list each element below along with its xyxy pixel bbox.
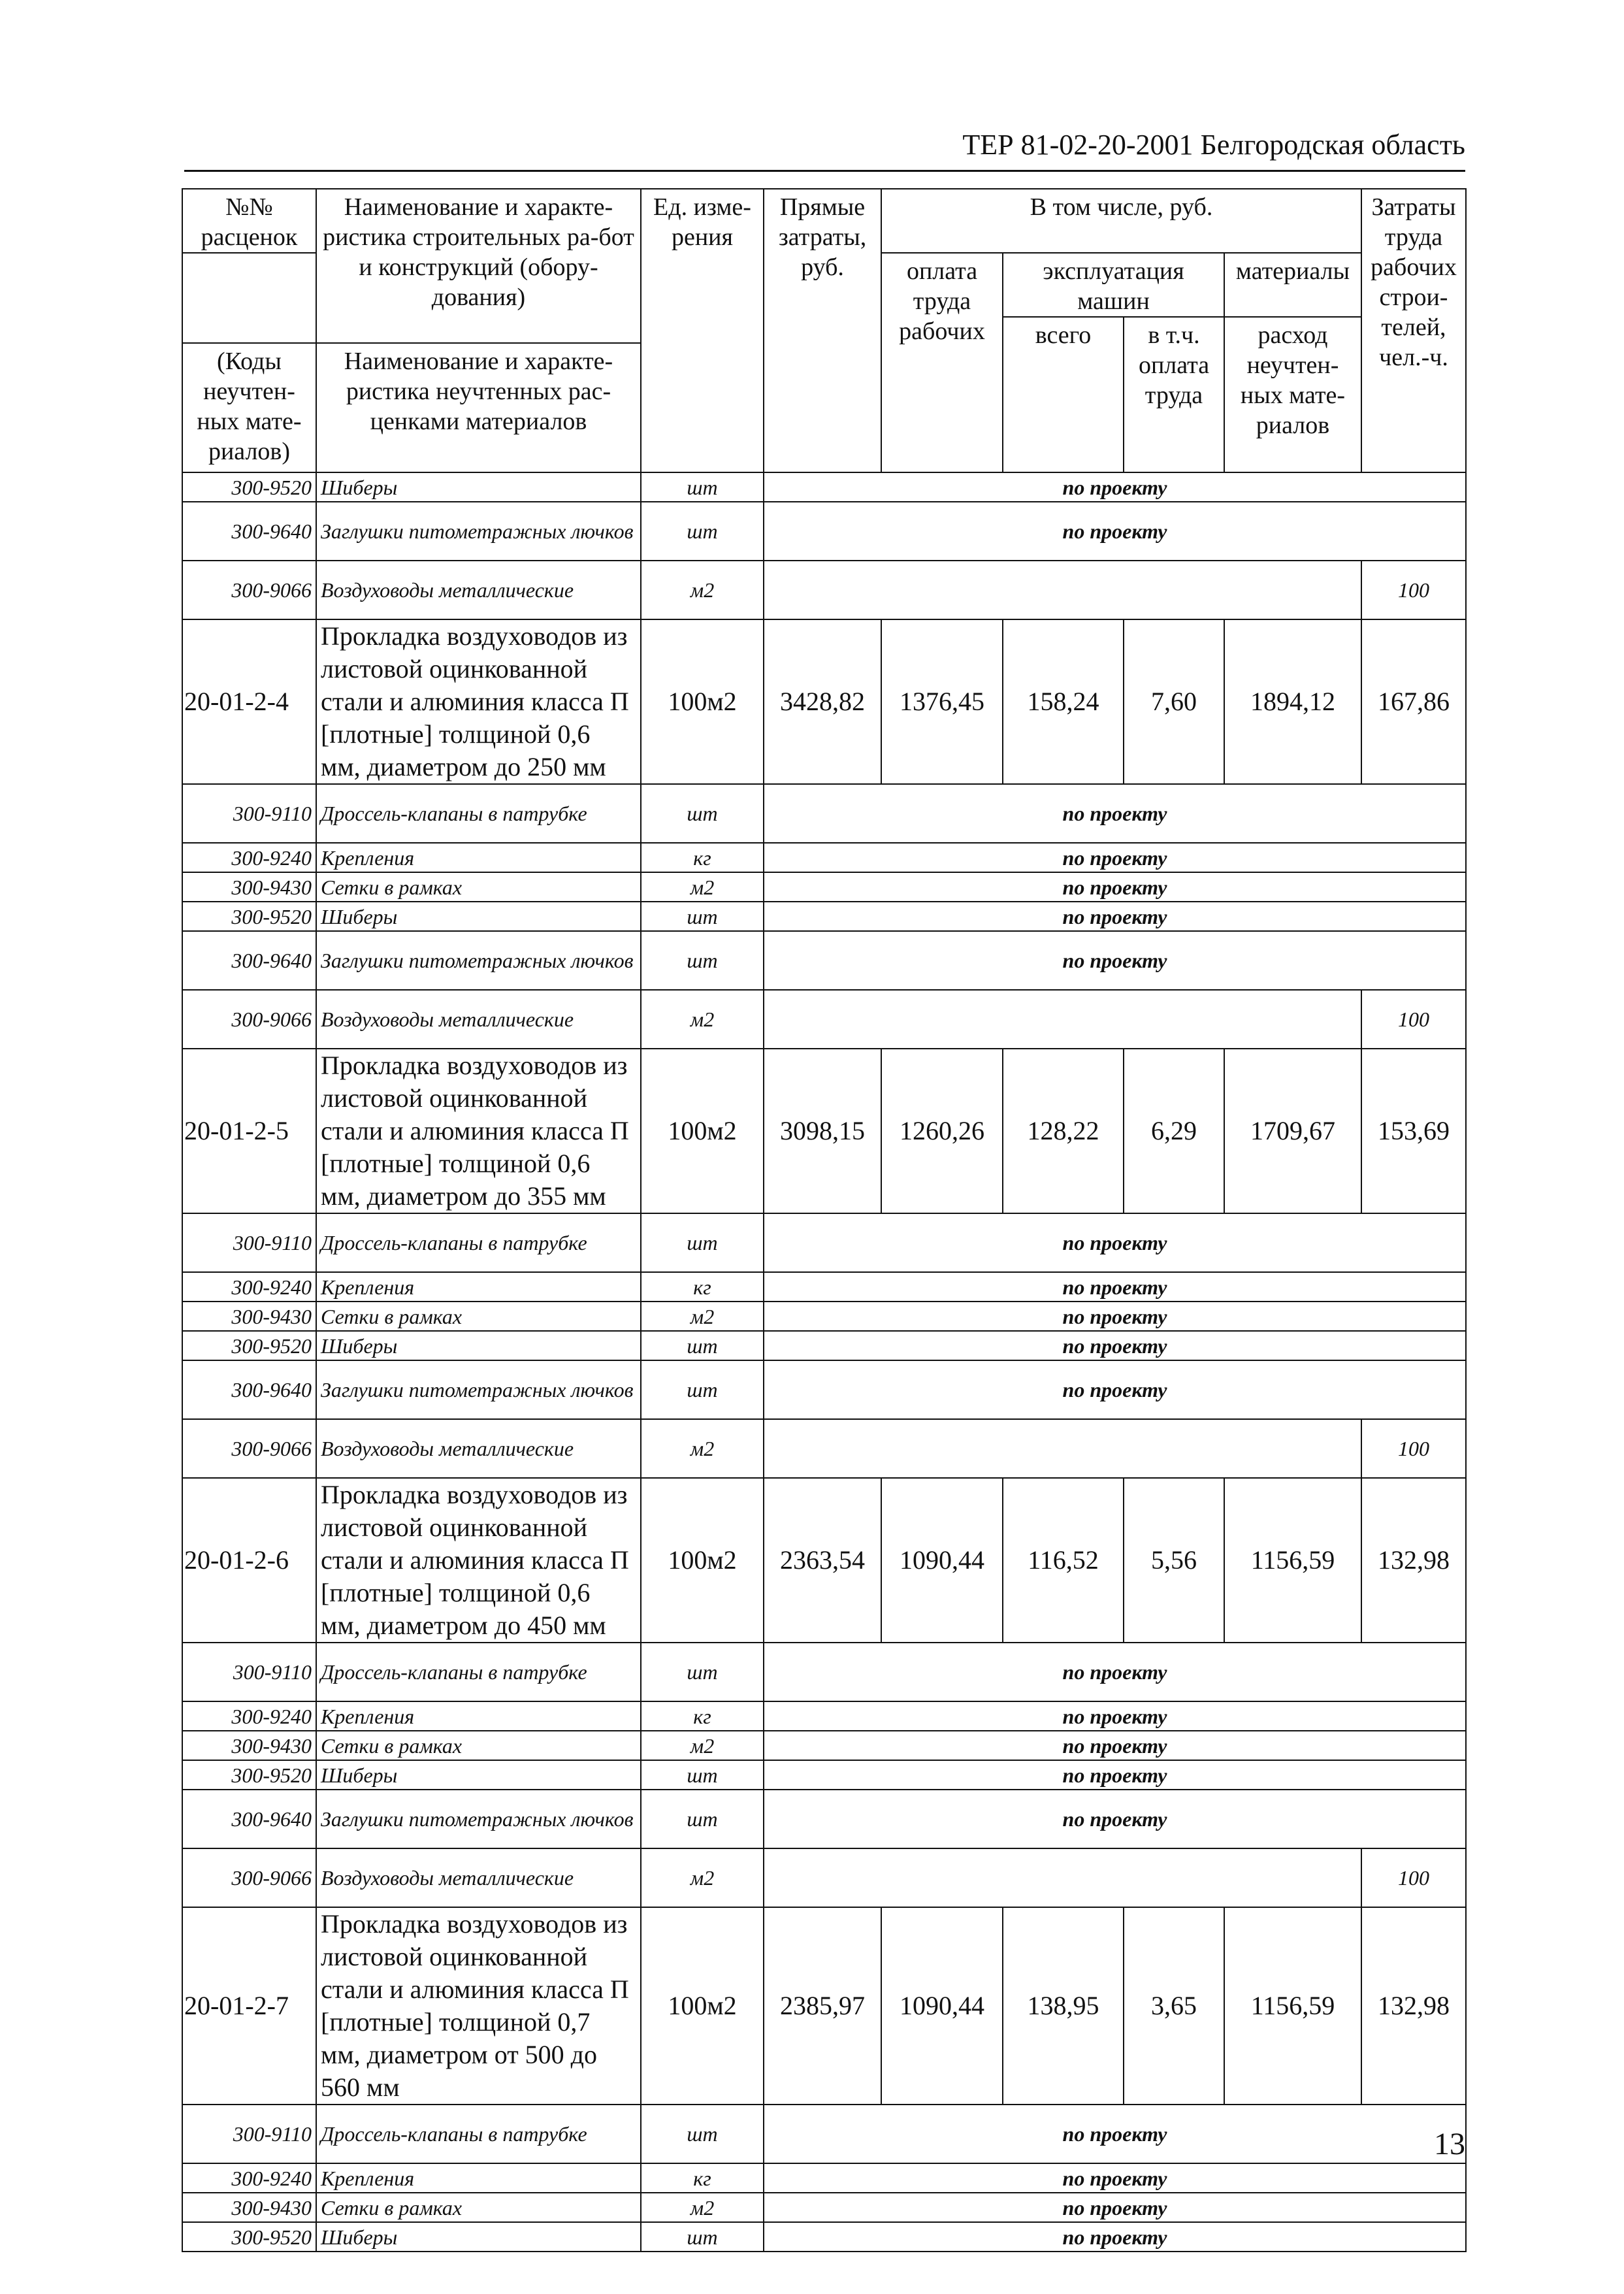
col-header-code: №№ расценок xyxy=(182,189,316,253)
material-name: Сетки в рамках xyxy=(316,2193,641,2222)
material-consumption-note: по проекту xyxy=(764,1331,1466,1360)
material-name: Воздуховоды металлические xyxy=(316,1419,641,1478)
material-row xyxy=(182,843,1466,872)
material-row xyxy=(182,1360,1466,1419)
material-unit: м2 xyxy=(641,1731,764,1760)
rate-wages: 1260,26 xyxy=(881,1049,1003,1213)
material-unit: шт xyxy=(641,2105,764,2163)
material-row xyxy=(182,931,1466,990)
col-header-machines-total: всего xyxy=(1003,317,1124,472)
rate-wages: 1376,45 xyxy=(881,619,1003,784)
rate-position-row xyxy=(182,1049,1466,1213)
material-row xyxy=(182,1213,1466,1272)
rate-unit: 100м2 xyxy=(641,619,764,784)
material-unit: м2 xyxy=(641,872,764,902)
material-row xyxy=(182,2193,1466,2222)
material-consumption-note: по проекту xyxy=(764,2163,1466,2193)
material-consumption-note: по проекту xyxy=(764,1302,1466,1331)
rate-unit: 100м2 xyxy=(641,1049,764,1213)
material-name: Крепления xyxy=(316,2163,641,2193)
rate-position-row xyxy=(182,1907,1466,2105)
rate-direct-cost: 3428,82 xyxy=(764,619,881,784)
material-consumption-note: по проекту xyxy=(764,472,1466,502)
material-consumption-note: по проекту xyxy=(764,502,1466,561)
material-name: Шиберы xyxy=(316,902,641,931)
material-unit: м2 xyxy=(641,990,764,1049)
material-unit: кг xyxy=(641,843,764,872)
material-name: Дроссель-клапаны в патрубке xyxy=(316,2105,641,2163)
material-consumption-note: по проекту xyxy=(764,843,1466,872)
material-code: 300-9640 xyxy=(182,1360,316,1419)
material-code: 300-9430 xyxy=(182,2193,316,2222)
material-consumption-note: по проекту xyxy=(764,2193,1466,2222)
material-code: 300-9520 xyxy=(182,472,316,502)
col-header-code-alt: (Коды неучтен-ных мате-риалов) xyxy=(182,343,316,472)
material-unit: шт xyxy=(641,1331,764,1360)
page-number: 13 xyxy=(1434,2127,1465,2161)
material-code: 300-9430 xyxy=(182,1302,316,1331)
material-consumption-note: по проекту xyxy=(764,1760,1466,1790)
rate-machines-wages: 6,29 xyxy=(1124,1049,1224,1213)
material-consumption-note: по проекту xyxy=(764,902,1466,931)
rate-unit: 100м2 xyxy=(641,1478,764,1643)
col-header-materials: материалы xyxy=(1224,253,1361,317)
rate-code: 20-01-2-7 xyxy=(182,1907,316,2105)
rate-labor: 167,86 xyxy=(1361,619,1466,784)
col-header-consumption: расход неучтен-ных мате-риалов xyxy=(1224,317,1361,472)
rate-code: 20-01-2-5 xyxy=(182,1049,316,1213)
material-consumption-note: по проекту xyxy=(764,2105,1466,2163)
material-code: 300-9240 xyxy=(182,1272,316,1302)
material-name: Крепления xyxy=(316,1272,641,1302)
material-consumption-note: по проекту xyxy=(764,1731,1466,1760)
material-code: 300-9430 xyxy=(182,1731,316,1760)
material-unit: м2 xyxy=(641,2193,764,2222)
material-code: 300-9066 xyxy=(182,1848,316,1907)
material-code: 300-9110 xyxy=(182,2105,316,2163)
col-header-unit: Ед. изме-рения xyxy=(641,189,764,472)
material-consumption-note: по проекту xyxy=(764,1272,1466,1302)
material-code: 300-9520 xyxy=(182,902,316,931)
col-header-code-spacer xyxy=(182,253,316,343)
material-name: Шиберы xyxy=(316,1331,641,1360)
material-code: 300-9240 xyxy=(182,2163,316,2193)
material-unit: м2 xyxy=(641,1302,764,1331)
col-header-labor: Затраты труда рабочих строи-телей, чел.-ч. xyxy=(1361,189,1466,472)
material-row xyxy=(182,2163,1466,2193)
material-row xyxy=(182,2105,1466,2163)
material-unit: шт xyxy=(641,1213,764,1272)
rate-machines: 158,24 xyxy=(1003,619,1124,784)
material-code: 300-9240 xyxy=(182,1701,316,1731)
rate-materials: 1709,67 xyxy=(1224,1049,1361,1213)
material-unit: м2 xyxy=(641,1419,764,1478)
material-row xyxy=(182,784,1466,843)
material-row xyxy=(182,502,1466,561)
material-row xyxy=(182,1760,1466,1790)
material-name: Заглушки питометражных лючков xyxy=(316,502,641,561)
material-row xyxy=(182,472,1466,502)
material-code: 300-9520 xyxy=(182,1331,316,1360)
rate-code: 20-01-2-4 xyxy=(182,619,316,784)
material-unit: шт xyxy=(641,1360,764,1419)
material-row xyxy=(182,1302,1466,1331)
material-consumption-note: по проекту xyxy=(764,1643,1466,1701)
rates-table-body xyxy=(182,189,1466,2252)
header-rule xyxy=(184,170,1465,172)
material-empty-cell xyxy=(764,561,1361,619)
material-consumption-note: по проекту xyxy=(764,1360,1466,1419)
document-header: ТЕР 81-02-20-2001 Белгородская область xyxy=(962,129,1465,161)
rate-labor: 132,98 xyxy=(1361,1907,1466,2105)
material-code: 300-9066 xyxy=(182,1419,316,1478)
material-name: Заглушки питометражных лючков xyxy=(316,1360,641,1419)
rate-name: Прокладка воздуховодов из листовой оцинкованной стали и алюминия класса П [плотные] толщиной 0,7 мм, диаметром от 500 до 560 мм xyxy=(316,1907,641,2105)
material-unit: шт xyxy=(641,784,764,843)
material-code: 300-9240 xyxy=(182,843,316,872)
material-code: 300-9640 xyxy=(182,931,316,990)
rate-unit: 100м2 xyxy=(641,1907,764,2105)
rate-labor: 132,98 xyxy=(1361,1478,1466,1643)
material-unit: шт xyxy=(641,1790,764,1848)
material-name: Сетки в рамках xyxy=(316,1731,641,1760)
material-consumption-note: по проекту xyxy=(764,784,1466,843)
material-consumption: 100 xyxy=(1361,990,1466,1049)
material-consumption-note: по проекту xyxy=(764,872,1466,902)
material-name: Дроссель-клапаны в патрубке xyxy=(316,784,641,843)
rate-wages: 1090,44 xyxy=(881,1907,1003,2105)
material-empty-cell xyxy=(764,1419,1361,1478)
col-header-name-alt: Наименование и характе-ристика неучтенных рас-ценками материалов xyxy=(316,343,641,472)
material-unit: м2 xyxy=(641,1848,764,1907)
material-name: Дроссель-клапаны в патрубке xyxy=(316,1213,641,1272)
material-unit: шт xyxy=(641,1643,764,1701)
material-unit: кг xyxy=(641,1272,764,1302)
material-row xyxy=(182,1701,1466,1731)
material-name: Шиберы xyxy=(316,472,641,502)
material-name: Воздуховоды металлические xyxy=(316,561,641,619)
material-row xyxy=(182,1419,1466,1478)
rate-materials: 1156,59 xyxy=(1224,1478,1361,1643)
material-name: Шиберы xyxy=(316,1760,641,1790)
material-consumption-note: по проекту xyxy=(764,931,1466,990)
rate-name: Прокладка воздуховодов из листовой оцинкованной стали и алюминия класса П [плотные] толщиной 0,6 мм, диаметром до 450 мм xyxy=(316,1478,641,1643)
rate-materials: 1156,59 xyxy=(1224,1907,1361,2105)
rate-code: 20-01-2-6 xyxy=(182,1478,316,1643)
material-code: 300-9640 xyxy=(182,502,316,561)
material-consumption: 100 xyxy=(1361,1419,1466,1478)
rate-machines: 128,22 xyxy=(1003,1049,1124,1213)
rate-direct-cost: 3098,15 xyxy=(764,1049,881,1213)
col-header-machines-wages: в т.ч. оплата труда xyxy=(1124,317,1224,472)
material-consumption: 100 xyxy=(1361,561,1466,619)
rate-machines: 138,95 xyxy=(1003,1907,1124,2105)
col-header-wages: оплата труда рабочих xyxy=(881,253,1003,472)
rate-wages: 1090,44 xyxy=(881,1478,1003,1643)
rate-machines-wages: 5,56 xyxy=(1124,1478,1224,1643)
material-empty-cell xyxy=(764,990,1361,1049)
material-code: 300-9640 xyxy=(182,1790,316,1848)
material-empty-cell xyxy=(764,1848,1361,1907)
material-code: 300-9066 xyxy=(182,561,316,619)
col-header-direct: Прямые затраты, руб. xyxy=(764,189,881,472)
material-unit: м2 xyxy=(641,561,764,619)
rate-labor: 153,69 xyxy=(1361,1049,1466,1213)
material-code: 300-9110 xyxy=(182,1213,316,1272)
material-row xyxy=(182,1643,1466,1701)
material-unit: кг xyxy=(641,2163,764,2193)
material-row xyxy=(182,872,1466,902)
rate-machines-wages: 7,60 xyxy=(1124,619,1224,784)
material-row xyxy=(182,902,1466,931)
material-row xyxy=(182,1731,1466,1760)
rate-name: Прокладка воздуховодов из листовой оцинкованной стали и алюминия класса П [плотные] толщиной 0,6 мм, диаметром до 250 мм xyxy=(316,619,641,784)
material-consumption-note: по проекту xyxy=(764,1701,1466,1731)
material-name: Дроссель-клапаны в патрубке xyxy=(316,1643,641,1701)
material-name: Воздуховоды металлические xyxy=(316,990,641,1049)
material-name: Заглушки питометражных лючков xyxy=(316,931,641,990)
rate-machines-wages: 3,65 xyxy=(1124,1907,1224,2105)
material-name: Сетки в рамках xyxy=(316,872,641,902)
material-unit: шт xyxy=(641,931,764,990)
rate-direct-cost: 2363,54 xyxy=(764,1478,881,1643)
material-name: Заглушки питометражных лючков xyxy=(316,1790,641,1848)
material-name: Шиберы xyxy=(316,2222,641,2252)
material-consumption-note: по проекту xyxy=(764,1790,1466,1848)
material-unit: шт xyxy=(641,2222,764,2252)
material-row xyxy=(182,1331,1466,1360)
material-consumption-note: по проекту xyxy=(764,1213,1466,1272)
rate-materials: 1894,12 xyxy=(1224,619,1361,784)
col-header-name: Наименование и характе-ристика строительных ра-бот и конструкций (обору-дования) xyxy=(316,189,641,343)
col-header-machines: эксплуатация машин xyxy=(1003,253,1224,317)
rate-machines: 116,52 xyxy=(1003,1478,1124,1643)
material-name: Крепления xyxy=(316,1701,641,1731)
material-row xyxy=(182,1272,1466,1302)
material-unit: шт xyxy=(641,502,764,561)
material-name: Воздуховоды металлические xyxy=(316,1848,641,1907)
material-name: Крепления xyxy=(316,843,641,872)
material-row xyxy=(182,990,1466,1049)
material-code: 300-9520 xyxy=(182,2222,316,2252)
rate-direct-cost: 2385,97 xyxy=(764,1907,881,2105)
material-unit: шт xyxy=(641,1760,764,1790)
col-header-incl: В том числе, руб. xyxy=(881,189,1361,253)
rate-position-row xyxy=(182,1478,1466,1643)
material-row xyxy=(182,1848,1466,1907)
material-row xyxy=(182,1790,1466,1848)
material-name: Сетки в рамках xyxy=(316,1302,641,1331)
material-unit: кг xyxy=(641,1701,764,1731)
material-consumption-note: по проекту xyxy=(764,2222,1466,2252)
material-unit: шт xyxy=(641,472,764,502)
material-code: 300-9110 xyxy=(182,784,316,843)
material-unit: шт xyxy=(641,902,764,931)
material-code: 300-9430 xyxy=(182,872,316,902)
material-code: 300-9110 xyxy=(182,1643,316,1701)
material-row xyxy=(182,2222,1466,2252)
material-consumption: 100 xyxy=(1361,1848,1466,1907)
rate-position-row xyxy=(182,619,1466,784)
material-code: 300-9066 xyxy=(182,990,316,1049)
rate-name: Прокладка воздуховодов из листовой оцинкованной стали и алюминия класса П [плотные] толщиной 0,6 мм, диаметром до 355 мм xyxy=(316,1049,641,1213)
material-row xyxy=(182,561,1466,619)
rates-table xyxy=(182,188,1467,2252)
material-code: 300-9520 xyxy=(182,1760,316,1790)
